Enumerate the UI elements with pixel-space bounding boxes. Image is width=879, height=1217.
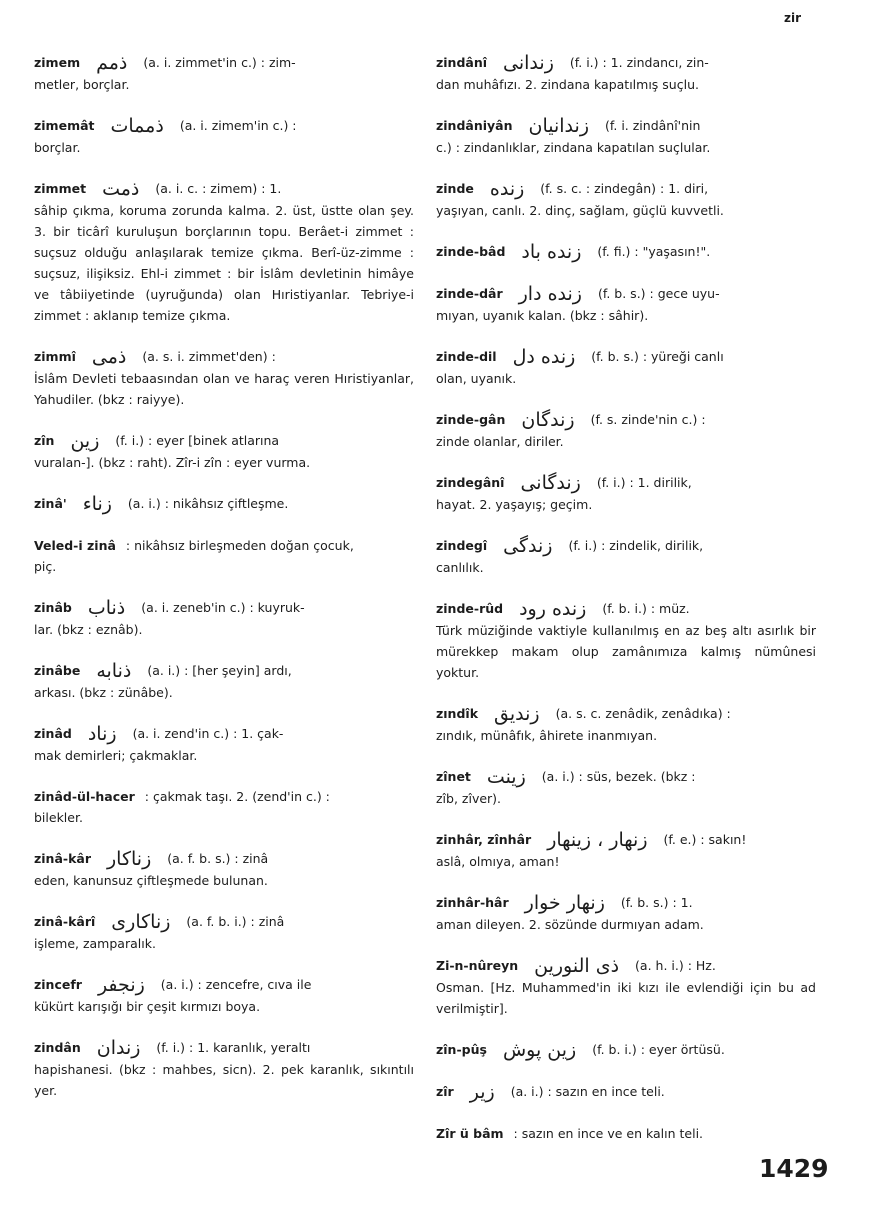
dictionary-entry [436,1039,816,1061]
entry-definition-continuation: eden, kanunsuz çiftleşmede bulunan. [34,873,268,888]
entry-definition-continuation: zinde olanlar, diriler. [436,434,564,449]
entry-arabic-script: ذمى [91,346,127,368]
running-head: zir [783,11,801,25]
entry-headword: zinâbe [34,663,81,678]
entry-headword: Zîr ü bâm [436,1126,504,1141]
entry-definition-start: (f. b. s.) : gece uyu- [597,286,720,301]
entry-first-line [34,346,414,368]
entry-arabic-script: ذنابه [96,660,132,682]
entry-first-line [34,848,414,870]
entry-definition-continuation: kükürt karışığı bir çeşit kırmızı boya. [34,999,261,1014]
dictionary-entry [34,430,414,473]
entry-first-line [34,52,414,74]
dictionary-entry [34,597,414,640]
entry-arabic-script: زينت [486,766,526,788]
entry-first-line [436,598,816,620]
entry-definition-continuation: İslâm Devleti tebaasından olan ve haraç veren Hıristiyanlar, Yahudiler. (bkz : raiyye). [34,371,414,407]
entry-headword: Veled-i zinâ [34,538,116,553]
entry-definition-start: (a. f. b. i.) : zinâ [186,914,285,929]
entry-definition-continuation: canlılık. [436,560,484,575]
dictionary-entry [34,660,414,703]
entry-definition-start: : nikâhsız birleşmeden doğan çocuk, [125,538,354,553]
entry-definition-start: (a. i. zeneb'in c.) : kuyruk- [141,600,305,615]
dictionary-entry [436,283,816,326]
entry-definition-continuation: dan muhâfızı. 2. zindana kapatılmış suçlu. [436,77,699,92]
entry-arabic-script: زنده [489,178,525,200]
entry-definition-start: : çakmak taşı. 2. (zend'in c.) : [144,789,330,804]
entry-definition-start: (a. s. i. zimmet'den) : [142,349,276,364]
entry-arabic-script: ذمت [102,178,140,200]
entry-headword: zinâ' [34,496,67,511]
entry-definition-continuation: metler, borçlar. [34,77,130,92]
entry-definition-start: (a. i.) : zencefre, cıva ile [160,977,312,992]
entry-headword: zindegânî [436,475,505,490]
dictionary-entry [34,178,414,326]
entry-first-line [436,115,816,137]
entry-first-line [436,178,816,200]
entry-definition-start: (f. i.) : 1. karanlık, yeraltı [156,1040,311,1055]
entry-arabic-script: زناكار [107,848,152,870]
entry-definition-start: (a. i. zimem'in c.) : [179,118,297,133]
entry-definition-start: (a. i.) : süs, bezek. (bkz : [541,769,696,784]
entry-definition-continuation: yaşıyan, canlı. 2. dinç, sağlam, güçlü kuvvetli. [436,203,724,218]
entry-first-line [436,1081,816,1103]
dictionary-entry [436,346,816,389]
dictionary-entry [436,703,816,746]
entry-headword: zimmî [34,349,76,364]
entry-definition-continuation: borçlar. [34,140,81,155]
entry-headword: zîn [34,433,55,448]
entry-definition-start: (f. fi.) : "yaşasın!". [597,244,711,259]
entry-definition-continuation: zîb, zîver). [436,791,502,806]
dictionary-entry [436,892,816,935]
entry-definition-start: (a. h. i.) : Hz. [635,958,716,973]
entry-first-line [436,703,816,725]
dictionary-entry [34,723,414,766]
entry-arabic-script: زنديق [494,703,540,725]
dictionary-entry [34,493,414,515]
entry-first-line [436,892,816,914]
entry-definition-continuation: hapishanesi. (bkz : mahbes, sicn). 2. pek karanlık, sıkıntılı yer. [34,1062,414,1098]
entry-definition-continuation: c.) : zindanlıklar, zindana kapatılan suçlular. [436,140,711,155]
entry-definition-start: (f. s. c. : zindegân) : 1. diri, [540,181,709,196]
entry-definition-start: (a. s. c. zenâdik, zenâdıka) : [555,706,731,721]
entry-definition-start: (a. i.) : nikâhsız çiftleşme. [127,496,289,511]
entry-definition-start: (f. b. i.) : eyer örtüsü. [592,1042,725,1057]
entry-headword: zinde-dil [436,349,497,364]
entry-definition-continuation: aslâ, olmıya, aman! [436,854,560,869]
entry-arabic-script: ذى النورين [534,955,620,977]
dictionary-entry [436,1123,816,1144]
entry-first-line [34,786,414,807]
entry-definition-start: (f. b. i.) : müz. [602,601,690,616]
entry-arabic-script: ذمم [96,52,128,74]
entry-headword: zinhâr-hâr [436,895,509,910]
dictionary-entry [34,115,414,158]
entry-definition-continuation: sâhip çıkma, koruma zorunda kalma. 2. üst, üstte olan şey. 3. bir ticârî kuruluşun borçlarının topu. Berâet-i zimmet : suçsuz olduğu anlaşılarak temize çıkma. Berî-üz-zimme : suçsuz, ilişiksiz. Ehl-i zimmet : bir İslâm devletinin himâye ve tâbiiyetinde (uyruğunda) olan Hıristiyanlar. Tebriye-i zimmet : aklanıp temize çıkma. [34,203,414,323]
dictionary-entry [436,241,816,263]
entry-arabic-script: زندانى [503,52,554,74]
entry-definition-continuation: olan, uyanık. [436,371,517,386]
entry-arabic-script: زندانيان [528,115,589,137]
dictionary-entry [34,911,414,954]
entry-definition-start: (f. s. zinde'nin c.) : [590,412,706,427]
entry-definition-continuation: arkası. (bkz : zünâbe). [34,685,173,700]
entry-first-line [436,409,816,431]
entry-headword: zındîk [436,706,479,721]
entry-first-line [34,430,414,452]
entry-definition-start: (f. e.) : sakın! [663,832,747,847]
dictionary-entry [34,52,414,95]
right-column [436,52,816,1164]
entry-headword: zincefr [34,977,82,992]
entry-first-line [34,493,414,515]
dictionary-entry [34,974,414,1017]
left-column [34,52,414,1121]
entry-arabic-script: زندگى [503,535,553,557]
entry-first-line [436,283,816,305]
entry-definition-start: (f. i. zindânî'nin [605,118,701,133]
entry-first-line [34,660,414,682]
entry-headword: zinde [436,181,474,196]
entry-definition-start: (a. i.) : [her şeyin] ardı, [147,663,292,678]
entry-first-line [34,911,414,933]
entry-headword: zinde-gân [436,412,506,427]
page-number: 1429 [759,1154,829,1183]
entry-headword: zinâb [34,600,72,615]
dictionary-entry [436,1081,816,1103]
entry-arabic-script: زير [469,1081,495,1103]
entry-definition-continuation: işleme, zamparalık. [34,936,156,951]
entry-arabic-script: زنده دار [518,283,582,305]
entry-definition-continuation: hayat. 2. yaşayış; geçim. [436,497,593,512]
entry-arabic-script: زنهار ، زينهار [547,829,648,851]
dictionary-entry [436,409,816,452]
dictionary-entry [436,955,816,1019]
dictionary-entry [436,115,816,158]
entry-arabic-script: ذممات [110,115,164,137]
entry-definition-start: (f. i.) : 1. zindancı, zin- [569,55,709,70]
entry-first-line [436,241,816,263]
entry-definition-continuation: bilekler. [34,810,83,825]
dictionary-entry [34,535,414,577]
entry-first-line [436,766,816,788]
entry-headword: zîn-pûş [436,1042,487,1057]
entry-arabic-script: ذناب [87,597,126,619]
entry-definition-start: (a. i. zend'in c.) : 1. çak- [132,726,284,741]
dictionary-entry [34,786,414,828]
entry-arabic-script: زناكارى [111,911,171,933]
dictionary-entry [34,1037,414,1101]
entry-headword: zimem [34,55,81,70]
entry-definition-continuation: zındık, münâfık, âhirete inanmıyan. [436,728,658,743]
entry-arabic-script: زنهار خوار [524,892,605,914]
dictionary-entry [436,52,816,95]
entry-headword: zindegî [436,538,488,553]
entry-headword: zimemât [34,118,95,133]
entry-definition-start: : sazın en ince ve en kalın teli. [513,1126,704,1141]
entry-definition-start: (f. b. s.) : yüreği canlı [591,349,724,364]
entry-headword: zinhâr, zînhâr [436,832,532,847]
dictionary-entry [436,472,816,515]
entry-arabic-script: زندگانى [520,472,581,494]
entry-definition-continuation: piç. [34,559,57,574]
entry-headword: zinde-rûd [436,601,504,616]
entry-first-line [34,974,414,996]
entry-arabic-script: زندان [96,1037,141,1059]
entry-definition-continuation: mak demirleri; çakmaklar. [34,748,198,763]
entry-first-line [34,115,414,137]
entry-headword: zindân [34,1040,81,1055]
entry-arabic-script: زنده رود [519,598,587,620]
entry-definition-start: (a. i. zimmet'in c.) : zim- [143,55,296,70]
entry-headword: Zi-n-nûreyn [436,958,519,973]
entry-headword: zinde-dâr [436,286,503,301]
dictionary-entry [436,598,816,683]
entry-definition-continuation: lar. (bkz : eznâb). [34,622,143,637]
entry-headword: zînet [436,769,471,784]
entry-headword: zimmet [34,181,87,196]
entry-arabic-script: زين [70,430,100,452]
entry-definition-continuation: Türk müziğinde vaktiyle kullanılmış en az beş altı asırlık bir mürekkep makam olup zamânımıza kalmış nümûnesi yoktur. [436,623,816,680]
entry-headword: zinâd-ül-hacer [34,789,135,804]
entry-first-line [436,1039,816,1061]
dictionary-entry [436,535,816,578]
entry-arabic-script: زناد [87,723,117,745]
dictionary-entry [436,766,816,809]
entry-headword: zinâ-kârî [34,914,96,929]
entry-definition-start: (f. b. s.) : 1. [620,895,693,910]
dictionary-entry [436,829,816,872]
entry-first-line [436,52,816,74]
entry-definition-start: (f. i.) : 1. dirilik, [596,475,692,490]
entry-arabic-script: زنده دل [512,346,576,368]
entry-headword: zinâ-kâr [34,851,91,866]
entry-first-line [436,535,816,557]
entry-definition-start: (a. f. b. s.) : zinâ [167,851,269,866]
entry-first-line [436,472,816,494]
entry-first-line [436,955,816,977]
entry-definition-start: (f. i.) : eyer [binek atlarına [115,433,280,448]
entry-definition-continuation: aman dileyen. 2. sözünde durmıyan adam. [436,917,704,932]
entry-arabic-script: زندگان [521,409,575,431]
entry-definition-continuation: vuralan-]. (bkz : raht). Zîr-i zîn : eyer vurma. [34,455,311,470]
entry-definition-start: (f. i.) : zindelik, dirilik, [568,538,704,553]
entry-first-line [34,535,414,556]
entry-headword: zîr [436,1084,454,1099]
entry-headword: zindânî [436,55,488,70]
entry-arabic-script: زين پوش [502,1039,577,1061]
entry-first-line [34,178,414,200]
entry-arabic-script: زناء [82,493,112,515]
entry-first-line [34,723,414,745]
dictionary-entry [34,346,414,410]
entry-definition-start: (a. i. c. : zimem) : 1. [155,181,282,196]
entry-headword: zinâd [34,726,72,741]
entry-first-line [436,1123,816,1144]
entry-definition-continuation: Osman. [Hz. Muhammed'in iki kızı ile evlendiği için bu ad verilmiştir]. [436,980,816,1016]
entry-first-line [34,1037,414,1059]
entry-first-line [34,597,414,619]
dictionary-entry [34,848,414,891]
entry-headword: zinde-bâd [436,244,506,259]
entry-arabic-script: زنجفر [97,974,145,996]
entry-headword: zindâniyân [436,118,513,133]
entry-first-line [436,829,816,851]
entry-definition-continuation: mıyan, uyanık kalan. (bkz : sâhir). [436,308,649,323]
entry-arabic-script: زنده باد [521,241,582,263]
dictionary-entry [436,178,816,221]
entry-definition-start: (a. i.) : sazın en ince teli. [510,1084,665,1099]
entry-first-line [436,346,816,368]
